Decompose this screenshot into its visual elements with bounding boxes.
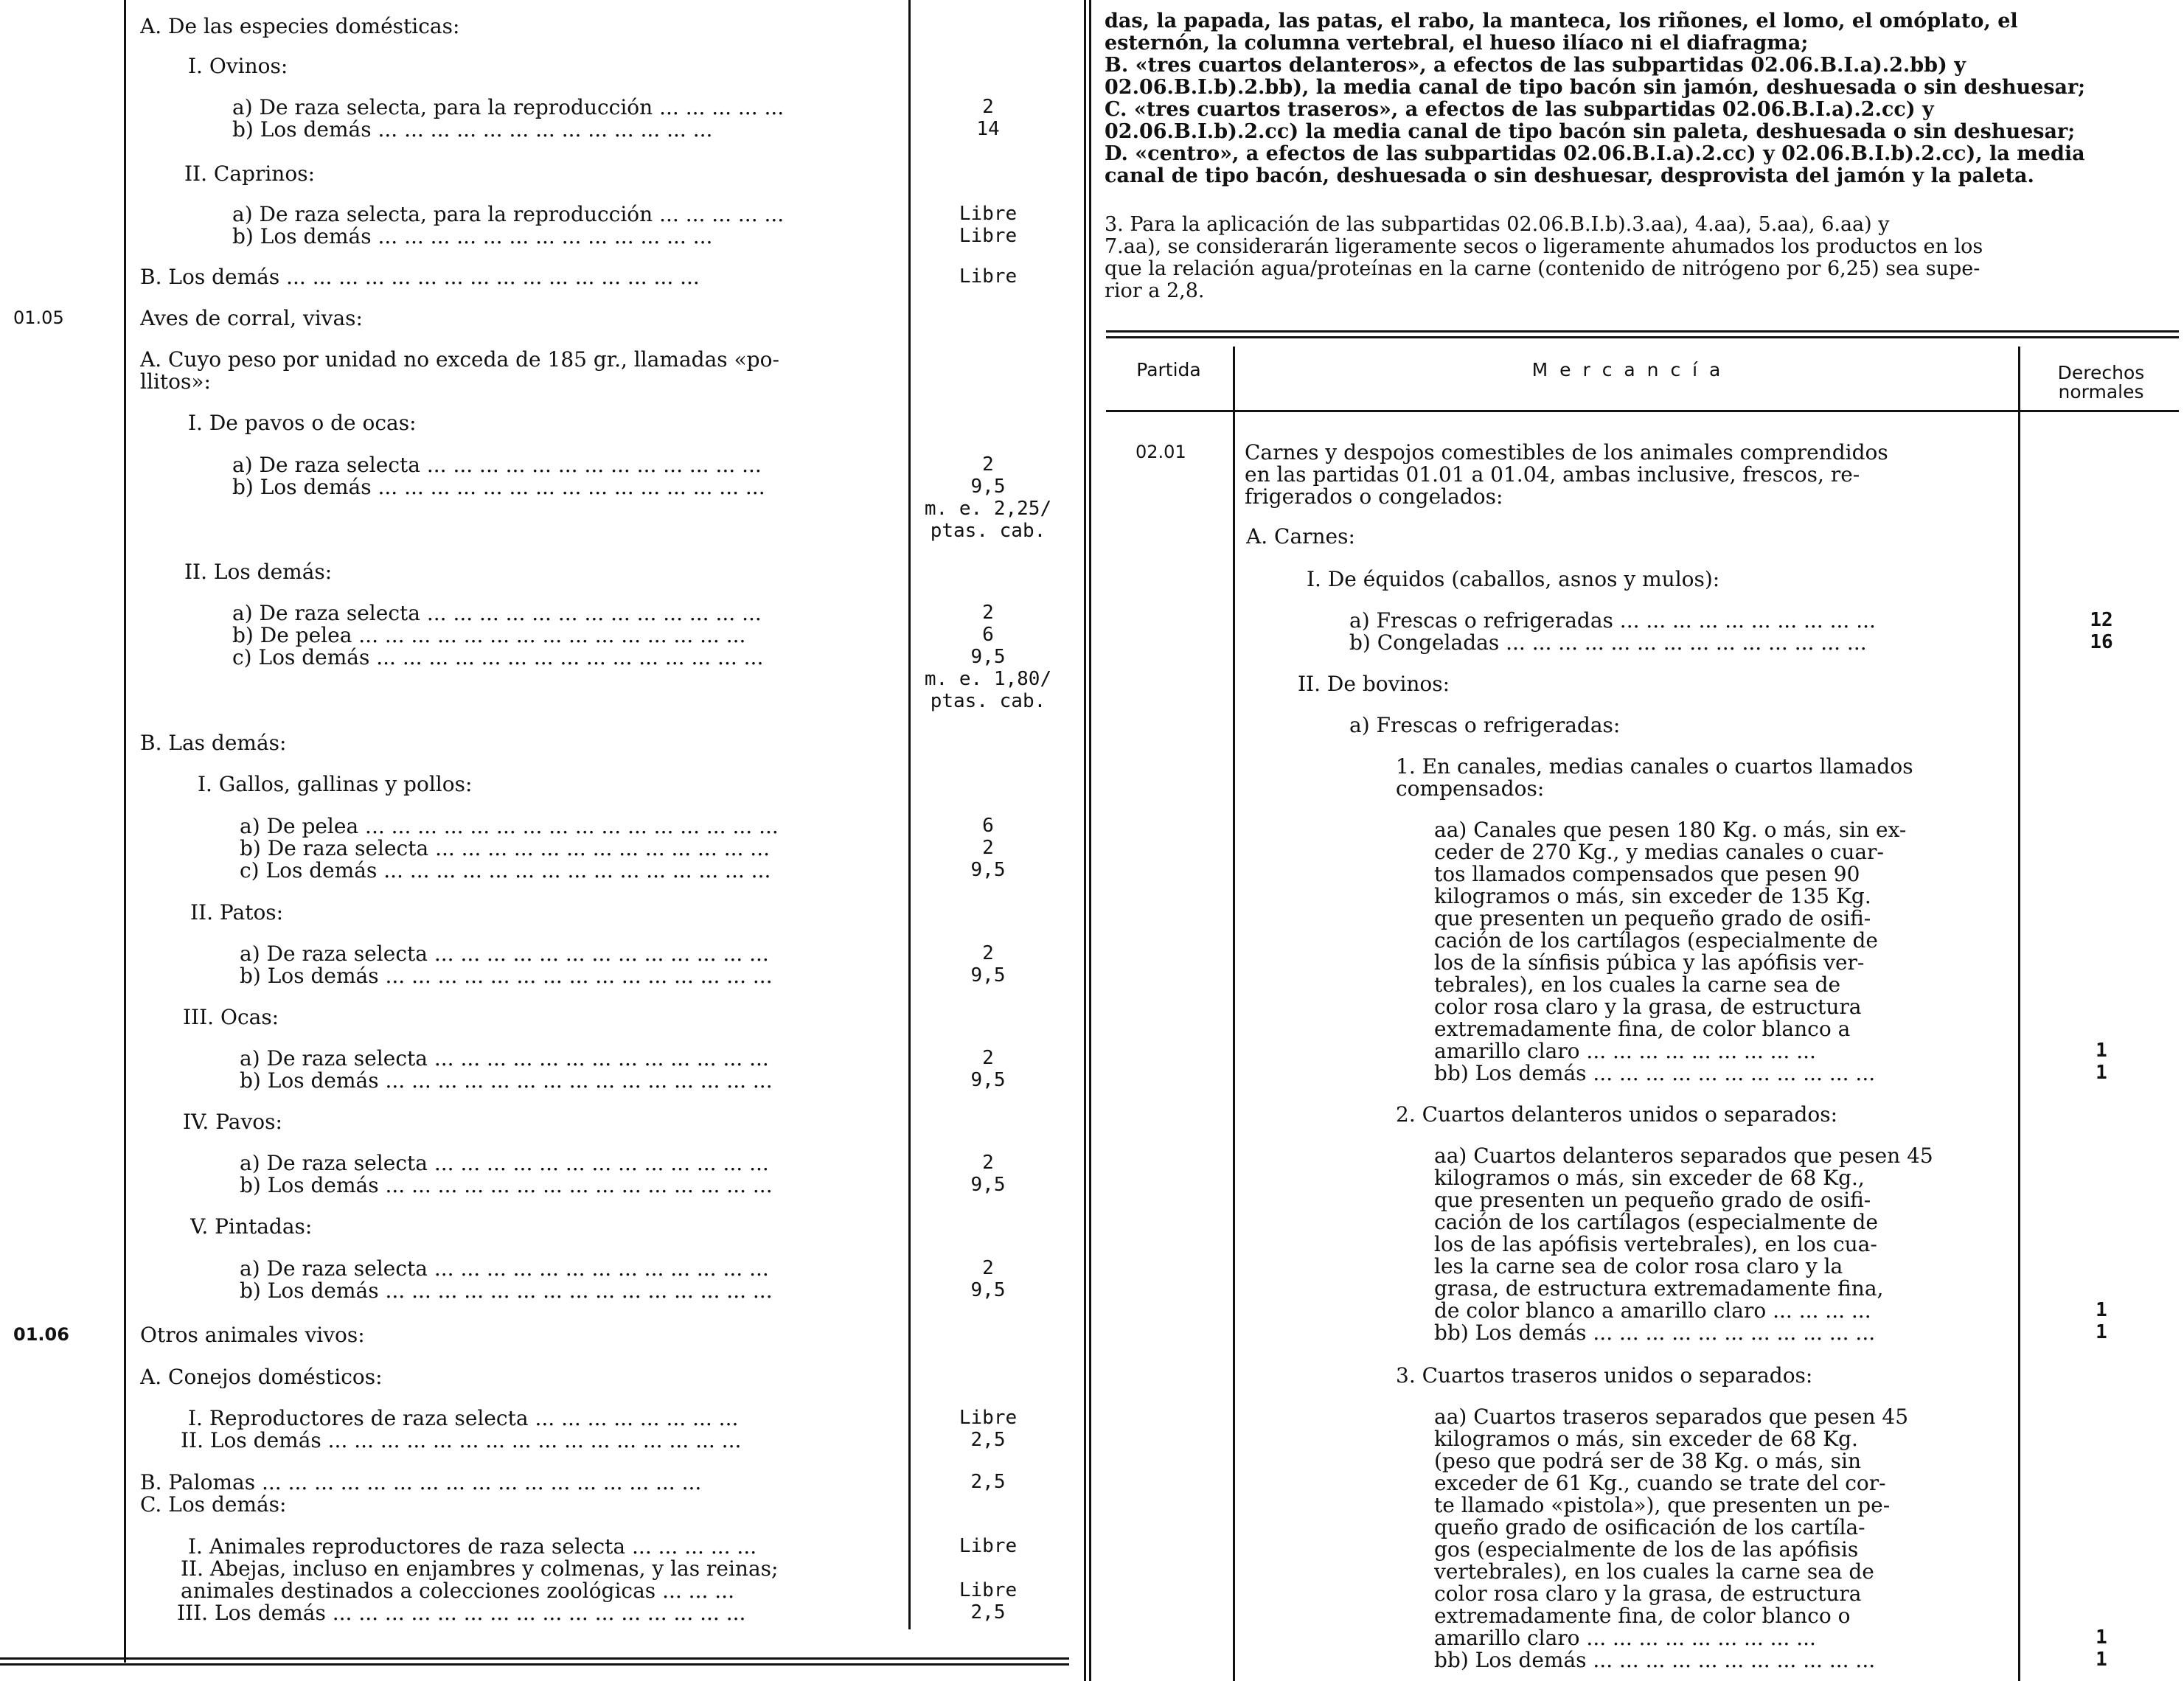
tariff-line: I. De équidos (caballos, asnos y mulos): [1307,568,1720,591]
tariff-line: extremadamente fina, de color blanco o [1434,1604,1851,1627]
tariff-line: III. Ocas: [183,1006,279,1029]
tariff-line: exceder de 61 Kg., cuando se trate del cor- [1434,1472,1886,1494]
tariff-line: II. Caprinos: [184,162,315,185]
duty-value: Libre [959,265,1018,288]
duty-value: 9,5 [970,476,1006,498]
duty-value: Libre [959,203,1018,225]
table-top-rule [1106,330,2179,333]
right-value-divider [2018,347,2020,1681]
duty-value: Libre [959,225,1018,247]
duty-value: 1 [2096,1626,2107,1649]
duty-value: 2 [982,453,994,476]
table-top-rule-2 [1106,336,2179,338]
tariff-line: II. Los demás ... ... ... ... ... ... ... ... ... ... ... ... ... ... ... ... [181,1429,742,1452]
tariff-line: llitos»: [140,370,211,393]
tariff-line: c) Los demás ... ... ... ... ... ... ... ... ... ... ... ... ... ... ... [240,859,771,882]
tariff-line: I. Gallos, gallinas y pollos: [198,773,473,796]
duty-value: m. e. 1,80/ [924,668,1052,690]
tariff-line: A. De las especies domésticas: [140,15,460,38]
duty-value: 6 [982,815,994,837]
tariff-line: bb) Los demás ... ... ... ... ... ... ... ... ... ... ... [1434,1649,1876,1671]
tariff-line: III. Los demás ... ... ... ... ... ... ... ... ... ... ... ... ... ... ... ... [177,1601,746,1624]
paragraph-line: 7.aa), se considerarán ligeramente secos o ligeramente ahumados los productos en los [1105,236,1983,258]
tariff-line: b) Congeladas ... ... ... ... ... ... ... ... ... ... ... ... ... ... [1349,631,1867,654]
tariff-line: II. Abejas, incluso en enjambres y colmenas, y las reinas; [181,1557,779,1580]
duty-value: Libre [959,1407,1018,1429]
tariff-line: aa) Cuartos traseros separados que pesen 45 [1434,1405,1909,1428]
duty-value: 9,5 [970,1069,1006,1091]
duty-value: ptas. cab. [930,520,1046,542]
tariff-line: los de las apófisis vertebrales), en los cua- [1434,1233,1877,1256]
tariff-line: B. Palomas ... ... ... ... ... ... ... ... ... ... ... ... ... ... ... ... ... [140,1471,702,1494]
tariff-line: extremadamente fina, de color blanco a [1434,1017,1851,1040]
tariff-line: b) Los demás ... ... ... ... ... ... ... ... ... ... ... ... ... ... ... [240,1279,773,1302]
duty-value: 1 [2096,1321,2107,1343]
left-code-divider [124,0,126,1663]
tariff-line: bb) Los demás ... ... ... ... ... ... ... ... ... ... ... [1434,1062,1876,1085]
tariff-line: b) Los demás ... ... ... ... ... ... ... ... ... ... ... ... ... ... ... [240,1174,773,1197]
tariff-line: grasa, de estructura extremadamente fina, [1434,1277,1884,1300]
tariff-line: a) Frescas o refrigeradas: [1349,714,1621,737]
duty-value: 1 [2096,1649,2107,1671]
paragraph-line: B. «tres cuartos delanteros», a efectos de las subpartidas 02.06.B.I.a).2.bb) y [1105,55,1966,77]
tariff-line: Otros animales vivos: [140,1323,365,1346]
tariff-line: b) Los demás ... ... ... ... ... ... ... ... ... ... ... ... ... ... ... [232,476,765,498]
tariff-line: 1. En canales, medias canales o cuartos llamados [1396,755,1913,778]
tariff-line: II. Patos: [190,901,284,924]
duty-value: 2 [982,96,994,118]
tariff-line: a) De raza selecta ... ... ... ... ... ... ... ... ... ... ... ... ... [240,1152,769,1174]
duty-value: m. e. 2,25/ [924,498,1052,520]
paragraph-line: D. «centro», a efectos de las subpartidas 02.06.B.I.a).2.cc) y 02.06.B.I.b).2.cc), la media [1105,143,2085,165]
tariff-line: amarillo claro ... ... ... ... ... ... ... ... ... [1434,1040,1816,1062]
duty-value: 2 [982,1257,994,1279]
tariff-line: frigerados o congelados: [1245,485,1503,508]
duty-value: 2,5 [970,1429,1006,1451]
tariff-line: amarillo claro ... ... ... ... ... ... ... ... ... [1434,1626,1816,1649]
tariff-line: aa) Canales que pesen 180 Kg. o más, sin ex- [1434,818,1907,841]
tariff-line: a) De pelea ... ... ... ... ... ... ... ... ... ... ... ... ... ... ... ... [240,815,779,838]
page-column-separator [1084,0,1086,1681]
tariff-line: que presenten un pequeño grado de osifi- [1434,907,1871,930]
header-mercancia: M e r c a n c í a [1531,359,1724,380]
tariff-line: tebrales), en los cuales la carne sea de [1434,973,1841,996]
tariff-line: a) De raza selecta ... ... ... ... ... ... ... ... ... ... ... ... ... [232,602,762,624]
duty-value: 1 [2096,1040,2107,1062]
duty-value: 1 [2096,1062,2107,1084]
duty-value: 9,5 [970,1279,1006,1301]
tariff-line: I. Animales reproductores de raza selecta ... ... ... ... ... [188,1535,757,1558]
duty-value: Libre [959,1535,1018,1557]
partida-code: 01.06 [13,1324,69,1345]
paragraph-line: 02.06.B.I.b).2.bb), la media canal de tipo bacón sin jamón, deshuesada o sin deshuesar; [1105,77,2086,99]
tariff-line: a) De raza selecta, para la reproducción ... ... ... ... ... [232,96,785,119]
left-value-divider [908,0,911,1629]
tariff-line: 3. Cuartos traseros unidos o separados: [1396,1364,1813,1387]
duty-value: 1 [2096,1299,2107,1321]
partida-code: 01.05 [13,307,64,328]
tariff-line: b) Los demás ... ... ... ... ... ... ... ... ... ... ... ... ... [232,225,713,248]
tariff-line: (peso que podrá ser de 38 Kg. o más, sin [1434,1449,1861,1472]
tariff-line: Carnes y despojos comestibles de los animales comprendidos [1245,441,1888,464]
tariff-line: les la carne sea de color rosa claro y la [1434,1255,1843,1278]
tariff-line: los de la sínfisis púbica y las apófisis ver- [1434,951,1865,974]
tariff-line: te llamado «pistola»), que presenten un pe- [1434,1494,1891,1517]
tariff-line: color rosa claro y la grasa, de estructura [1434,1582,1862,1605]
tariff-line: B. Los demás ... ... ... ... ... ... ... ... ... ... ... ... ... ... ... ... [140,265,700,288]
tariff-line: queño grado de osificación de los cartíla- [1434,1516,1865,1539]
tariff-line: kilogramos o más, sin exceder de 68 Kg. [1434,1427,1858,1450]
tariff-line: gos (especialmente de los de las apófisis [1434,1538,1859,1561]
tariff-line: V. Pintadas: [190,1215,313,1238]
duty-value: 2 [982,1152,994,1174]
tariff-line: compensados: [1396,777,1545,800]
duty-value: 6 [982,624,994,646]
duty-value: 2 [982,837,994,859]
tariff-line: aa) Cuartos delanteros separados que pesen 45 [1434,1144,1933,1167]
tariff-line: cación de los cartílagos (especialmente de [1434,929,1878,952]
tariff-line: A. Cuyo peso por unidad no exceda de 185 gr., llamadas «po- [140,348,779,371]
tariff-line: kilogramos o más, sin exceder de 135 Kg. [1434,885,1871,908]
left-bottom-rule [0,1657,1069,1660]
tariff-line: kilogramos o más, sin exceder de 68 Kg., [1434,1166,1865,1189]
tariff-line: cación de los cartílagos (especialmente de [1434,1211,1878,1233]
paragraph-line: 02.06.B.I.b).2.cc) la media canal de tipo bacón sin paleta, deshuesada o sin deshuesar; [1105,121,2076,143]
tariff-line: a) De raza selecta, para la reproducción ... ... ... ... ... [232,203,785,226]
tariff-line: a) De raza selecta ... ... ... ... ... ... ... ... ... ... ... ... ... [240,942,769,965]
tariff-line: vertebrales), en los cuales la carne sea de [1434,1560,1874,1583]
page-column-separator-2 [1089,0,1091,1681]
tariff-line: ceder de 270 Kg., y medias canales o cuar- [1434,840,1884,863]
paragraph-line: que la relación agua/proteínas en la carne (contenido de nitrógeno por 6,25) sea supe- [1105,258,1980,280]
duty-value: Libre [959,1579,1018,1601]
tariff-line: A. Conejos domésticos: [140,1365,383,1388]
tariff-line: C. Los demás: [140,1493,287,1516]
tariff-line: I. De pavos o de ocas: [188,411,417,434]
left-bottom-rule-2 [0,1663,1069,1666]
paragraph-line: C. «tres cuartos traseros», a efectos de las subpartidas 02.06.B.I.a).2.cc) y [1105,99,1934,121]
duty-value: 9,5 [970,1174,1006,1196]
header-normales: normales [2058,381,2144,403]
tariff-line: a) De raza selecta ... ... ... ... ... ... ... ... ... ... ... ... ... [232,453,762,476]
tariff-line: c) Los demás ... ... ... ... ... ... ... ... ... ... ... ... ... ... ... [232,646,764,669]
tariff-line: de color blanco a amarillo claro ... ... ... ... [1434,1299,1871,1322]
paragraph-line: 3. Para la aplicación de las subpartidas 02.06.B.I.b).3.aa), 4.aa), 5.aa), 6.aa) y [1105,214,1890,236]
tariff-line: Aves de corral, vivas: [140,307,363,330]
duty-value: 16 [2090,631,2113,653]
notes-paragraph [1105,10,2177,187]
tariff-line: bb) Los demás ... ... ... ... ... ... ... ... ... ... ... [1434,1321,1876,1344]
tariff-line: b) Los demás ... ... ... ... ... ... ... ... ... ... ... ... ... ... ... [240,1069,773,1092]
duty-value: 9,5 [970,964,1006,986]
duty-value: 9,5 [970,859,1006,881]
header-derechos: Derechos [2057,362,2145,383]
duty-value: 2,5 [970,1471,1006,1493]
paragraph-line: rior a 2,8. [1105,280,1205,302]
tariff-line: b) De raza selecta ... ... ... ... ... ... ... ... ... ... ... ... ... [240,837,771,860]
tariff-line: I. Ovinos: [188,55,288,77]
note-3-paragraph [1105,214,2177,302]
tariff-line: color rosa claro y la grasa, de estructura [1434,995,1862,1018]
tariff-line: a) Frescas o refrigeradas ... ... ... ... ... ... ... ... ... ... [1349,609,1876,632]
tariff-line: II. Los demás: [184,560,333,583]
header-partida: Partida [1136,359,1201,380]
tariff-line: a) De raza selecta ... ... ... ... ... ... ... ... ... ... ... ... ... [240,1257,769,1280]
tariff-line: B. Las demás: [140,731,287,754]
paragraph-line: das, la papada, las patas, el rabo, la manteca, los riñones, el lomo, el omóplato, el [1105,10,2018,32]
duty-value: 2 [982,602,994,624]
duty-value: 2,5 [970,1601,1006,1623]
tariff-line: animales destinados a colecciones zoológicas ... ... ... [181,1579,734,1602]
tariff-line: IV. Pavos: [183,1110,282,1133]
duty-value: 14 [976,118,1000,140]
duty-value: 2 [982,942,994,964]
tariff-line: b) De pelea ... ... ... ... ... ... ... ... ... ... ... ... ... ... ... [232,624,746,647]
paragraph-line: canal de tipo bacón, deshuesada o sin deshuesar, desprovista del jamón y la paleta. [1105,165,2034,187]
right-code-divider [1233,347,1235,1681]
partida-code: 02.01 [1136,442,1186,462]
paragraph-line: esternón, la columna vertebral, el hueso ilíaco ni el diafragma; [1105,32,1809,55]
duty-value: 2 [982,1047,994,1069]
tariff-line: en las partidas 01.01 a 01.04, ambas inclusive, frescos, re- [1245,463,1860,486]
duty-value: ptas. cab. [930,690,1046,712]
tariff-line: I. Reproductores de raza selecta ... ... ... ... ... ... ... ... [188,1407,739,1430]
duty-value: 12 [2090,609,2113,631]
tariff-line: tos llamados compensados que pesen 90 [1434,863,1860,885]
tariff-line: II. De bovinos: [1298,672,1450,695]
tariff-line: b) Los demás ... ... ... ... ... ... ... ... ... ... ... ... ... ... ... [240,964,773,987]
tariff-line: 2. Cuartos delanteros unidos o separados: [1396,1103,1838,1126]
tariff-line: A. Carnes: [1246,525,1355,548]
tariff-line: a) De raza selecta ... ... ... ... ... ... ... ... ... ... ... ... ... [240,1047,769,1070]
duty-value: 9,5 [970,646,1006,668]
tariff-line: b) Los demás ... ... ... ... ... ... ... ... ... ... ... ... ... [232,118,713,141]
tariff-line: que presenten un pequeño grado de osifi- [1434,1188,1871,1211]
